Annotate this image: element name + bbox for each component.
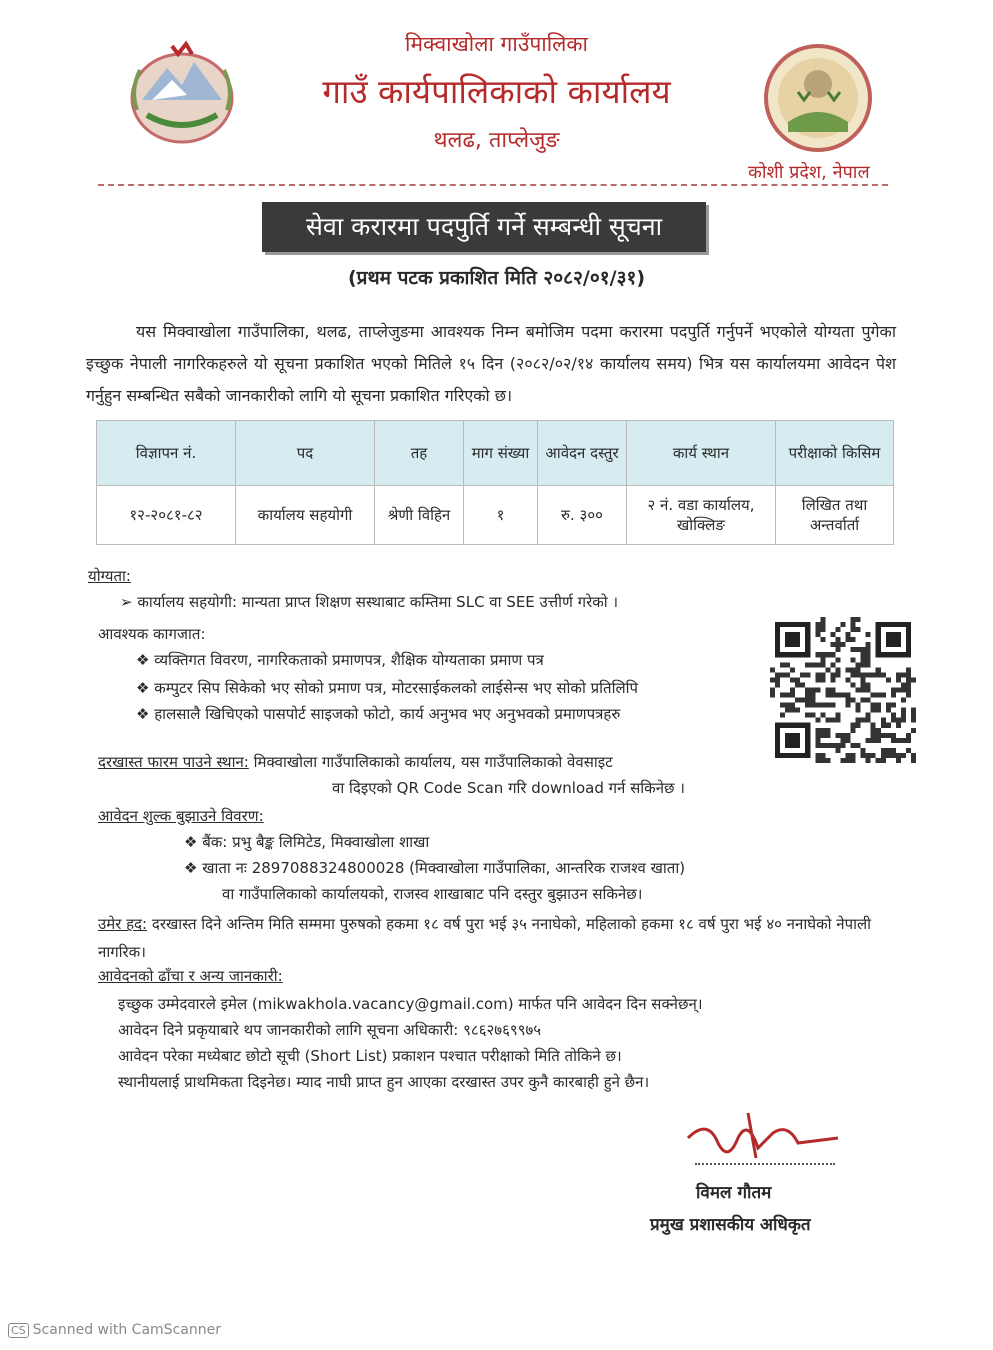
fee-bank: ❖ बैंक: प्रभु बैङ्क लिमिटेड, मिक्वाखोला शाखा — [184, 833, 430, 851]
publication-date: (प्रथम पटक प्रकाशित मिति २०८२/०१/३१) — [347, 267, 646, 289]
col-post: पद — [236, 421, 375, 486]
camscanner-text: Scanned with CamScanner — [32, 1322, 221, 1338]
cell-post: कार्यालय सहयोगी — [236, 486, 375, 545]
table-row — [97, 486, 894, 545]
cell-fee: रु. ३०० — [538, 486, 627, 545]
municipality-logo — [758, 42, 878, 154]
form-location — [98, 752, 613, 772]
col-level: तह — [375, 421, 464, 486]
qualification-text: कार्यालय सहयोगी: मान्यता प्राप्त शिक्षण सस्थाबाट कम्तिमा SLC वा SEE उत्तीर्ण गरेको । — [137, 593, 619, 611]
signatory-name: विमल गौतम — [696, 1183, 772, 1203]
form-location-text-2: वा दिइएको QR Code Scan गरि download गर्न सकिनेछ । — [332, 779, 685, 797]
document-item: ❖ व्यक्तिगत विवरण, नागरिकताको प्रमाणपत्र, शैक्षिक योग्यताका प्रमाण पत्र — [136, 651, 544, 669]
municipality-name: मिक्वाखोला गाउँपालिका — [405, 32, 588, 56]
header-divider — [98, 184, 888, 186]
documents-heading: आवश्यक कागजात: — [98, 625, 206, 643]
form-location-heading: दरखास्त फारम पाउने स्थान: — [98, 753, 249, 771]
province-label: कोशी प्रदेश, नेपाल — [748, 162, 870, 183]
age-text: दरखास्त दिने अन्तिम मिति सम्ममा पुरुषको हकमा १८ वर्ष पुरा भई ३५ ननाघेको, महिलाको हकमा १८ वर्ष पुरा भई ४० ननाघेको नेपाली नागरिक। — [98, 915, 872, 961]
document-item: ❖ कम्पुटर सिप सिकेको भए सोको प्रमाण पत्र, मोटरसाईकलको लाईसेन्स भए सोको प्रतिलिपि — [136, 679, 639, 697]
table-header-row — [97, 421, 894, 486]
other-info-heading: आवेदनको ढाँचा र अन्य जानकारी: — [98, 967, 283, 985]
office-title: गाउँ कार्यपालिकाको कार्यालय — [322, 72, 671, 111]
signatory-title: प्रमुख प्रशासकीय अधिकृत — [650, 1215, 811, 1235]
cell-ad-number: १२-२०८१-८२ — [97, 486, 236, 545]
diamond-bullet-icon: ❖ — [136, 651, 155, 669]
signature — [678, 1108, 848, 1168]
intro-paragraph: यस मिक्वाखोला गाउँपालिका, थलढ, ताप्लेजुङमा आवश्यक निम्न बमोजिम पदमा करारमा पदपुर्ति गर्नुपर्ने भएकोले योग्यता पुगेका इच्छुक नेपाली नागरिकहरुले यो सूचना प्रकाशित भएको मितिले १५ दिन (२०८२/०२/१४ कार्यालय समय) भित्र यस कार्यालयमा आवेदन पेश गर्नुहुन सम्बन्धित सबैको जानकारीको लागि यो सूचना प्रकाशित गरिएको छ। — [86, 322, 896, 405]
age-limit — [98, 910, 896, 966]
fee-account: ❖ खाता नः 2897088324800028 (मिक्वाखोला गाउँपालिका, आन्तरिक राजश्व खाता) — [184, 859, 686, 877]
col-workplace: कार्य स्थान — [627, 421, 776, 486]
other-info-line: आवेदन परेका मध्येबाट छोटो सूची (Short List) प्रकाशन पश्चात परीक्षाको मिति तोकिने छ। — [118, 1047, 622, 1065]
other-info-line: स्थानीयलाई प्राथमिकता दिइनेछ। म्याद नाघी प्राप्त हुन आएका दरखास्त उपर कुनै कारबाही हुने छैन। — [118, 1073, 650, 1091]
signature-line — [695, 1163, 835, 1165]
other-info-line: इच्छुक उम्मेदवारले इमेल (mikwakhola.vacancy@gmail.com) मार्फत पनि आवेदन दिन सक्नेछन्। — [118, 995, 703, 1013]
cell-demand: १ — [464, 486, 538, 545]
arrow-bullet-icon: ➢ — [120, 593, 138, 611]
cell-workplace: २ नं. वडा कार्यालय, खोक्लिङ — [627, 486, 776, 545]
document-item: ❖ हालसालै खिचिएको पासपोर्ट साइजको फोटो, कार्य अनुभव भए अनुभवको प्रमाणपत्रहरु — [136, 705, 621, 723]
fee-alternative: वा गाउँपालिकाको कार्यालयको, राजस्व शाखाबाट पनि दस्तुर बुझाउन सकिनेछ। — [222, 885, 643, 903]
diamond-bullet-icon: ❖ — [136, 679, 155, 697]
qualification-item — [120, 592, 618, 612]
col-ad-number: विज्ञापन नं. — [97, 421, 236, 486]
diamond-bullet-icon: ❖ — [184, 833, 203, 851]
age-heading: उमेर हद: — [98, 915, 148, 933]
cell-exam-type: लिखित तथा अन्तर्वार्ता — [776, 486, 894, 545]
qr-code[interactable] — [770, 617, 916, 763]
diamond-bullet-icon: ❖ — [184, 859, 203, 877]
form-location-text: मिक्वाखोला गाउँपालिकाको कार्यालय, यस गाउँपालिकाको वेवसाइट — [253, 753, 613, 771]
vacancy-table — [96, 420, 894, 545]
col-demand: माग संख्या — [464, 421, 538, 486]
col-exam-type: परीक्षाको किसिम — [776, 421, 894, 486]
notice-title: सेवा करारमा पदपुर्ति गर्ने सम्बन्धी सूचना — [262, 202, 706, 252]
col-fee: आवेदन दस्तुर — [538, 421, 627, 486]
office-location: थलढ, ताप्लेजुङ — [433, 128, 560, 153]
qualification-heading: योग्यता: — [88, 567, 131, 585]
camscanner-watermark — [8, 1322, 221, 1338]
diamond-bullet-icon: ❖ — [136, 705, 155, 723]
other-info-line: आवेदन दिने प्रकृयाबारे थप जानकारीको लागि सूचना अधिकारी: ९८६२७६९९७५ — [118, 1021, 542, 1039]
fee-heading: आवेदन शुल्क बुझाउने विवरण: — [98, 807, 264, 825]
camscanner-icon: CS — [8, 1323, 29, 1338]
cell-level: श्रेणी विहिन — [375, 486, 464, 545]
